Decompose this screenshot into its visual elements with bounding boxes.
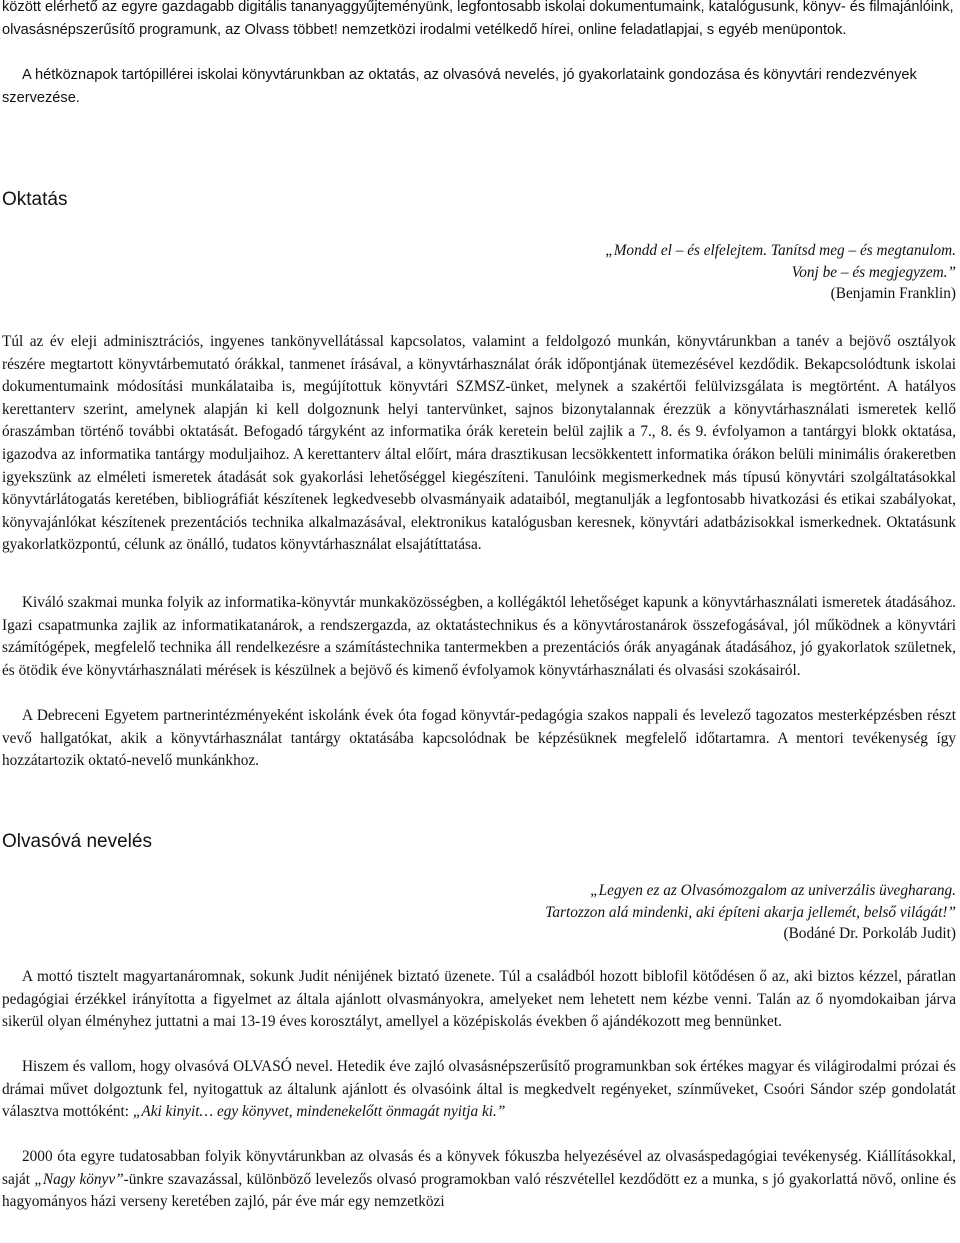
paragraph-text-cont: -ünkre szavazással, különböző levelezős olvasó programokban való részvétellel kezdődött ez a munka, s jó gyakorlattá növő, online és hagyományos házi verseny keretében zajló, pár éve már egy nemzetközi: [2, 1170, 957, 1211]
oktatas-paragraph-3: A Debreceni Egyetem partnerintézményeként iskolánk évek óta fogad könyvtár-pedagógia szakos nappali és levelező tagozatos mesterképzésben részt vevő hallgatókat, akik a könyvtárhasználat tantárgy oktatásába kapcsolódnak be képzésüknek megfelelő időtartamra. A mentori tevékenység így hozzátartozik oktató-nevelő munkánkhoz.: [2, 707, 956, 770]
intro-paragraph-pillars: A hétköznapok tartópillérei iskolai könyvtárunkban az oktatás, az olvasóvá nevelés, jó gyakorlataink gondozása és könyvtári rendezvények szervezése.: [2, 67, 917, 106]
csoori-quote: „Aki kinyit… egy könyvet, mindenekelőtt önmagát nyitja ki.”: [132, 1103, 506, 1121]
motto-line-2: Vonj be – és megjegyzem.”: [791, 263, 956, 281]
motto-line-1: „Mondd el – és elfelejtem. Tanítsd meg – és megtanulom.: [605, 242, 956, 259]
oktatas-paragraph-1: Túl az év eleji adminisztrációs, ingyenes tankönyvellátással kapcsolatos, valamint a feldolgozó munkán, könyvtárunkban a tanév a bejövő osztályok részére megtartott könyvtárbemutató órákkal, tanmenet írásával, a könyvtárhasználat órák időpontjának ütemezésével kezdődik. Bekapcsolódtunk iskolai dokumentumaink módosítási munkálataiba is, megújítottuk könyvtári SZMSZ-ünket, melynek a szakértői felülvizsgálata is megtörtént. A hatályos kerettanterv szerint, amelynek alapján ki kell dolgoznunk helyi tantervünket, sajnos bizonytalannak érezzük a könyvtárhasználati ismeretek kellő óraszámban történő további oktatását. Befogadó tárgyként az informatika órák keretein belül zajlik a 7., 8. és 9. évfolyamon a tantárgyi blokk oktatása, igazodva az informatika tantárgy moduljaihoz. A kerettanterv által előírt, mára drasztikusan lecsökkentett informatika órákon belüli minimális órakeretben igyekszünk az elméleti ismeretek átadását sok gyakorlási lehetőséggel kiegészíteni. Tanulóink megismerkednek más típusú könyvtári szolgáltatásokkal könyvtárlátogatás keretében, bibliográfiát készítenek legkedvesebb olvasmányaik adataiból, megtanulják a legfontosabb hivatkozási és etikai szabályokat, könyvajánlókat készítenek prezentációs technika alkalmazásával, elektronikus katalógusban keresnek, könyvtári adatbázisokkal ismerkednek. Oktatásunk gyakorlatközpontú, célunk az önálló, tudatos könyvtárhasználat elsajátíttatása.: [2, 333, 956, 554]
olvaso-paragraph-1: A mottó tisztelt magyartanáromnak, sokunk Judit nénijének biztató üzenete. Túl a családból hozott biblofil kötődésen ő az, aki biztos kézzel, páratlan pedagógiai érzékkel irányította a figyelmet az általa ajánlott olvasmányokra, amelyeket nem lehetett nem kézbe venni. Talán az ő nyomdokaiban járva sikerül olyan élményhez juttatni a mai 13-19 éves korosztályt, amellyel a középiskolás években ő ajándékozott meg bennünket.: [2, 968, 956, 1031]
olvaso-paragraph-2: [2, 1056, 956, 1124]
section-heading-olvaso: Olvasóvá nevelés: [2, 831, 152, 852]
section-heading-oktatas: Oktatás: [2, 189, 68, 210]
motto-franklin: [256, 240, 956, 305]
motto-author: (Bodáné Dr. Porkoláb Judit): [783, 925, 956, 942]
motto-line-2: Tartozzon alá mindenki, aki építeni akarja jellemét, belső világát!”: [545, 903, 956, 921]
motto-line-1: „Legyen ez az Olvasómozgalom az univerzális üvegharang.: [590, 882, 956, 899]
motto-bodane: [256, 880, 956, 945]
oktatas-paragraph-2: Kiváló szakmai munka folyik az informatika-könyvtár munkaközösségben, a kollégáktól lehetőséget kapunk a könyvtárhasználati ismeretek átadásához. Igazi csapatmunka zajlik az informatikatanárok, a rendszergazda, az oktatástechnikus és a könyvtárostanárok összefogásával, jól működnek a könyvtári számítógépek, megfelelő technika áll rendelkezésre a számítástechnika tantermekben a prezentációs órák anyagának átadásához, jó gyakorlatok születnek, és ötödik éve könyvtárhasználati mérések is készülnek a bejövő és kimenő évfolyamok könyvtárhasználati és olvasási szokásairól.: [2, 594, 956, 679]
paragraph-text: Hiszem és vallom, hogy olvasóvá OLVASÓ nevel. Hetedik éve zajló olvasásnépszerűsítő programunkban sok értékes magyar és világirodalmi prózai és drámai művet dolgoztunk fel, nyitogattuk az általunk ajánlott és olvasóink által is megkedvelt regényeket, színműveket, Csoóri Sándor szép gondolatát választva mottóként:: [2, 1058, 956, 1121]
intro-paragraph-continued: között elérhető az egyre gazdagabb digitális tananyaggyűjteményünk, legfontosabb iskolai dokumentumaink, katalógusunk, könyv- és filmajánlóink, olvasásnépszerűsítő programunk, az Olvass többet! nemzetközi irodalmi vetélkedő hírei, online feladatlapjai, s egyéb menüpontok.: [2, 0, 954, 38]
nagy-konyv-title: „Nagy könyv”: [34, 1170, 124, 1188]
paragraph-text: 2000 óta egyre tudatosabban folyik könyvtárunkban az olvasás és a könyvek fókuszba helyezésével az olvasáspedagógiai tevékenység. Kiállításokkal, saját: [2, 1148, 956, 1188]
motto-author: (Benjamin Franklin): [830, 285, 956, 302]
olvaso-paragraph-3: [2, 1146, 956, 1214]
